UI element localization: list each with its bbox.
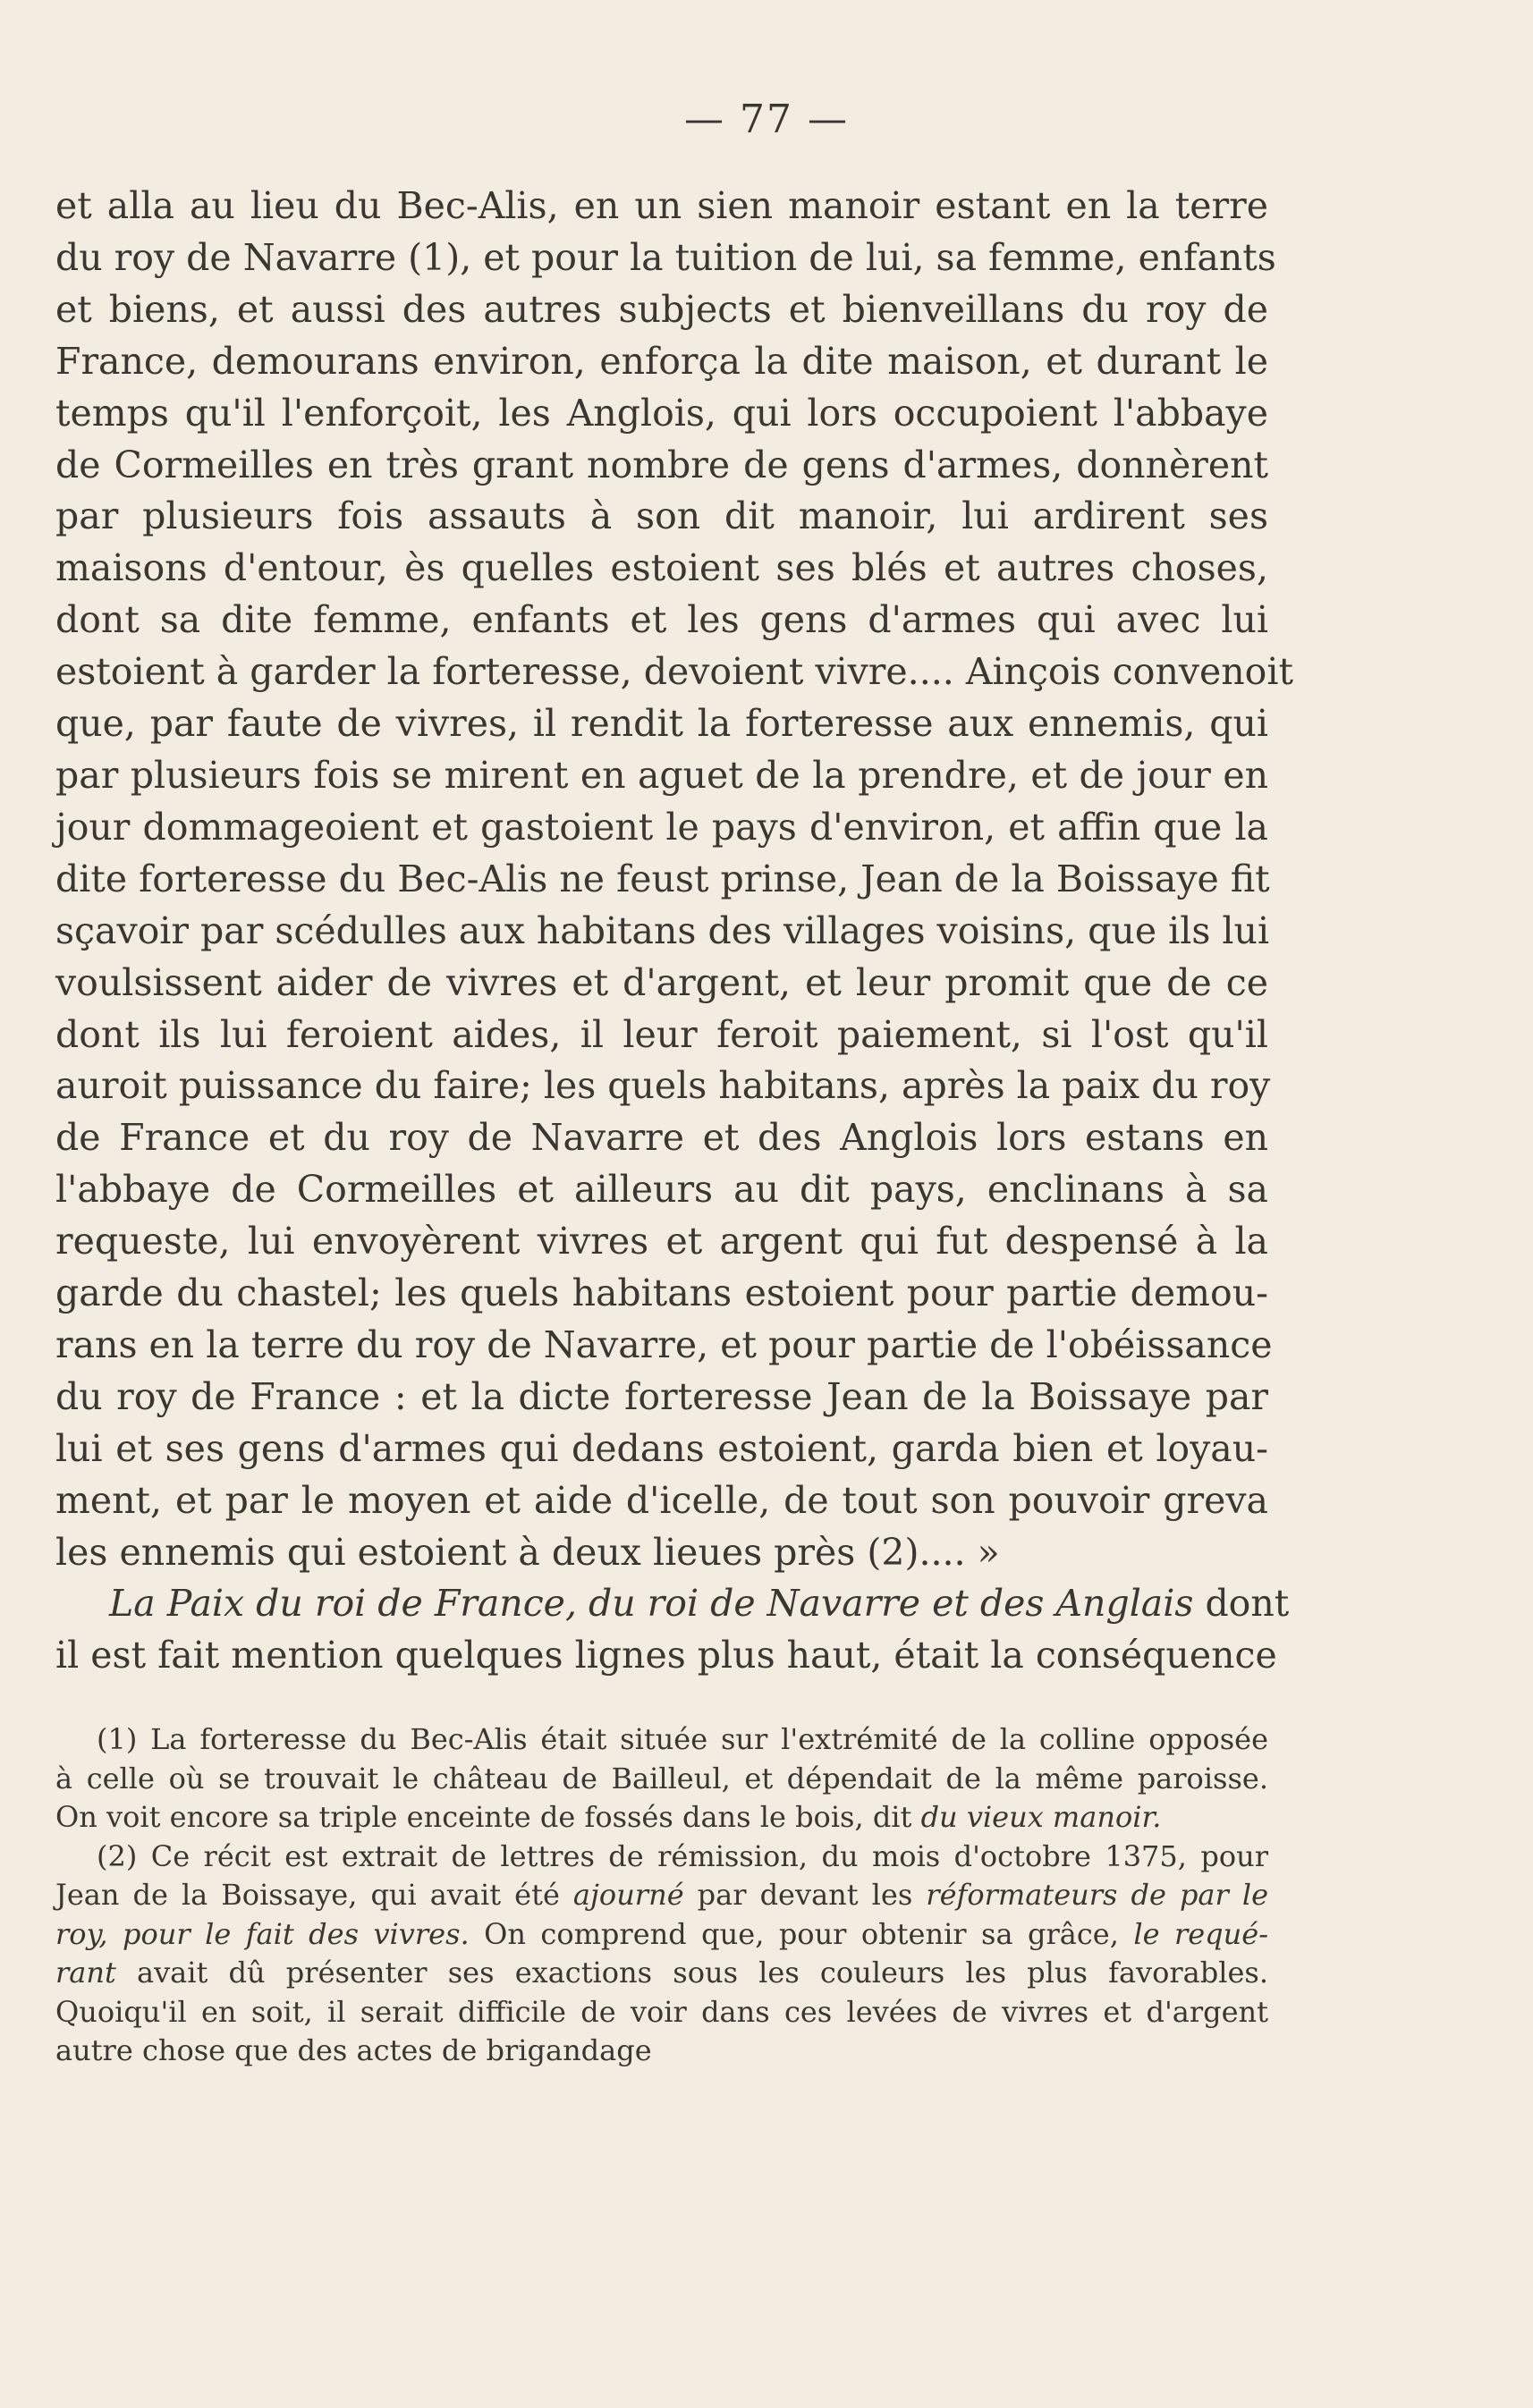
text-line: et biens, et aussi des autres subjects et bienveillans du roy de [55, 287, 1268, 331]
text-line: dite forteresse du Bec-Alis ne feust prinse, Jean de la Boissaye fit [55, 857, 1270, 900]
footnote-2-line [55, 1915, 1268, 1955]
text-line: de France et du roy de Navarre et des Anglois lors estans en [55, 1116, 1268, 1160]
text-line: du roy de France : et la dicte forteresse Jean de la Boissaye par [55, 1374, 1268, 1418]
text-line: temps qu'il l'enforçoit, les Anglois, qui lors occupoient l'abbaye [55, 391, 1268, 435]
text-line: France, demourans environ, enforça la dite maison, et durant le [55, 339, 1268, 383]
text-line: maisons d'entour, ès quelles estoient ses blés et autres choses, [55, 546, 1268, 590]
text-fragment: On comprend que, pour obtenir sa grâce, [469, 1916, 1134, 1951]
text-line: voulsissent aider de vivres et d'argent, et leur promit que de ce [55, 960, 1268, 1004]
text-line: par plusieurs fois se mirent en aguet de la prendre, et de jour en [55, 753, 1268, 797]
italic-fragment: roy, pour le fait des vivres. [55, 1916, 470, 1951]
text-line: estoient à garder la forteresse, devoient vivre.... Ainçois convenoit [55, 650, 1293, 694]
text-fragment: Jean de la Boissaye, qui avait été [55, 1878, 573, 1912]
footnote-1-line: (1) La forteresse du Bec-Alis était située sur l'extrémité de la colline opposée [97, 1722, 1268, 1756]
closing-paragraph-line [55, 1578, 1290, 1630]
text-line: jour dommageoient et gastoient le pays d'environ, et affin que la [55, 805, 1268, 849]
italic-fragment: ajourné [572, 1878, 684, 1912]
text-line: lui et ses gens d'armes qui dedans estoient, garda bien et loyau- [55, 1426, 1268, 1470]
footnote-1-line: à celle où se trouvait le château de Bailleul, et dépendait de la même paroisse. [55, 1761, 1268, 1795]
italic-fragment: du vieux manoir. [920, 1800, 1162, 1834]
text-line: que, par faute de vivres, il rendit la forteresse aux ennemis, qui [55, 702, 1268, 746]
footnote-1-line [55, 1798, 1268, 1838]
treaty-title: La Paix du roi de France, du roi de Navarre et des Anglais [109, 1582, 1194, 1626]
italic-fragment: le requé- [1133, 1916, 1269, 1951]
footnote-2-line [55, 1954, 1268, 1993]
text-line: dont sa dite femme, enfants et les gens d'armes qui avec lui [55, 598, 1268, 642]
text-line: auroit puissance du faire; les quels habitans, après la paix du roy [55, 1064, 1271, 1108]
text-line: de Cormeilles en très grant nombre de gens d'armes, donnèrent [55, 443, 1268, 486]
italic-fragment: réformateurs de par le [926, 1878, 1268, 1912]
text-line: et alla au lieu du Bec-Alis, en un sien manoir estant en la terre [55, 184, 1268, 227]
text-line: rans en la terre du roy de Navarre, et pour partie de l'obéissance [55, 1322, 1273, 1366]
footnote-2-line [55, 1876, 1268, 1915]
text-line: l'abbaye de Cormeilles et ailleurs au dit pays, enclinans à sa [55, 1168, 1268, 1212]
main-text [55, 181, 1293, 1682]
text-line: du roy de Navarre (1), et pour la tuition de lui, sa femme, enfants [55, 235, 1276, 279]
text-fragment: avait dû présenter ses exactions sous les couleurs les plus favorables. [115, 1956, 1268, 1990]
footnotes [55, 1720, 1268, 2071]
page-number: — 77 — [684, 97, 849, 142]
footnote-2-line: Quoiqu'il en soit, il serait difficile de voir dans ces levées de vivres et d'argent [55, 1994, 1268, 2029]
text-line: les ennemis qui estoient à deux lieues près (2).... » [55, 1530, 1000, 1574]
text-line: dont ils lui feroient aides, il leur feroit paiement, si l'ost qu'il [55, 1012, 1268, 1056]
text-line: ment, et par le moyen et aide d'icelle, de tout son pouvoir greva [55, 1478, 1268, 1522]
text-fragment: On voit encore sa triple enceinte de fossés dans le bois, dit [55, 1800, 921, 1834]
text-line: sçavoir par scédulles aux habitans des villages voisins, que ils lui [55, 908, 1270, 952]
italic-fragment: rant [55, 1956, 116, 1990]
text-fragment: dont [1193, 1582, 1290, 1626]
text-line: il est fait mention quelques lignes plus haut, était la conséquence [55, 1634, 1277, 1677]
text-line: garde du chastel; les quels habitans estoient pour partie demou- [55, 1272, 1268, 1315]
text-fragment: par devant les [683, 1878, 927, 1912]
footnote-2-line: (2) Ce récit est extrait de lettres de rémission, du mois d'octobre 1375, pour [97, 1838, 1268, 1873]
text-line: par plusieurs fois assauts à son dit manoir, lui ardirent ses [55, 494, 1268, 538]
text-line: requeste, lui envoyèrent vivres et argent qui fut despensé à la [55, 1220, 1268, 1263]
footnote-2-line: autre chose que des actes de brigandage [55, 2033, 652, 2067]
